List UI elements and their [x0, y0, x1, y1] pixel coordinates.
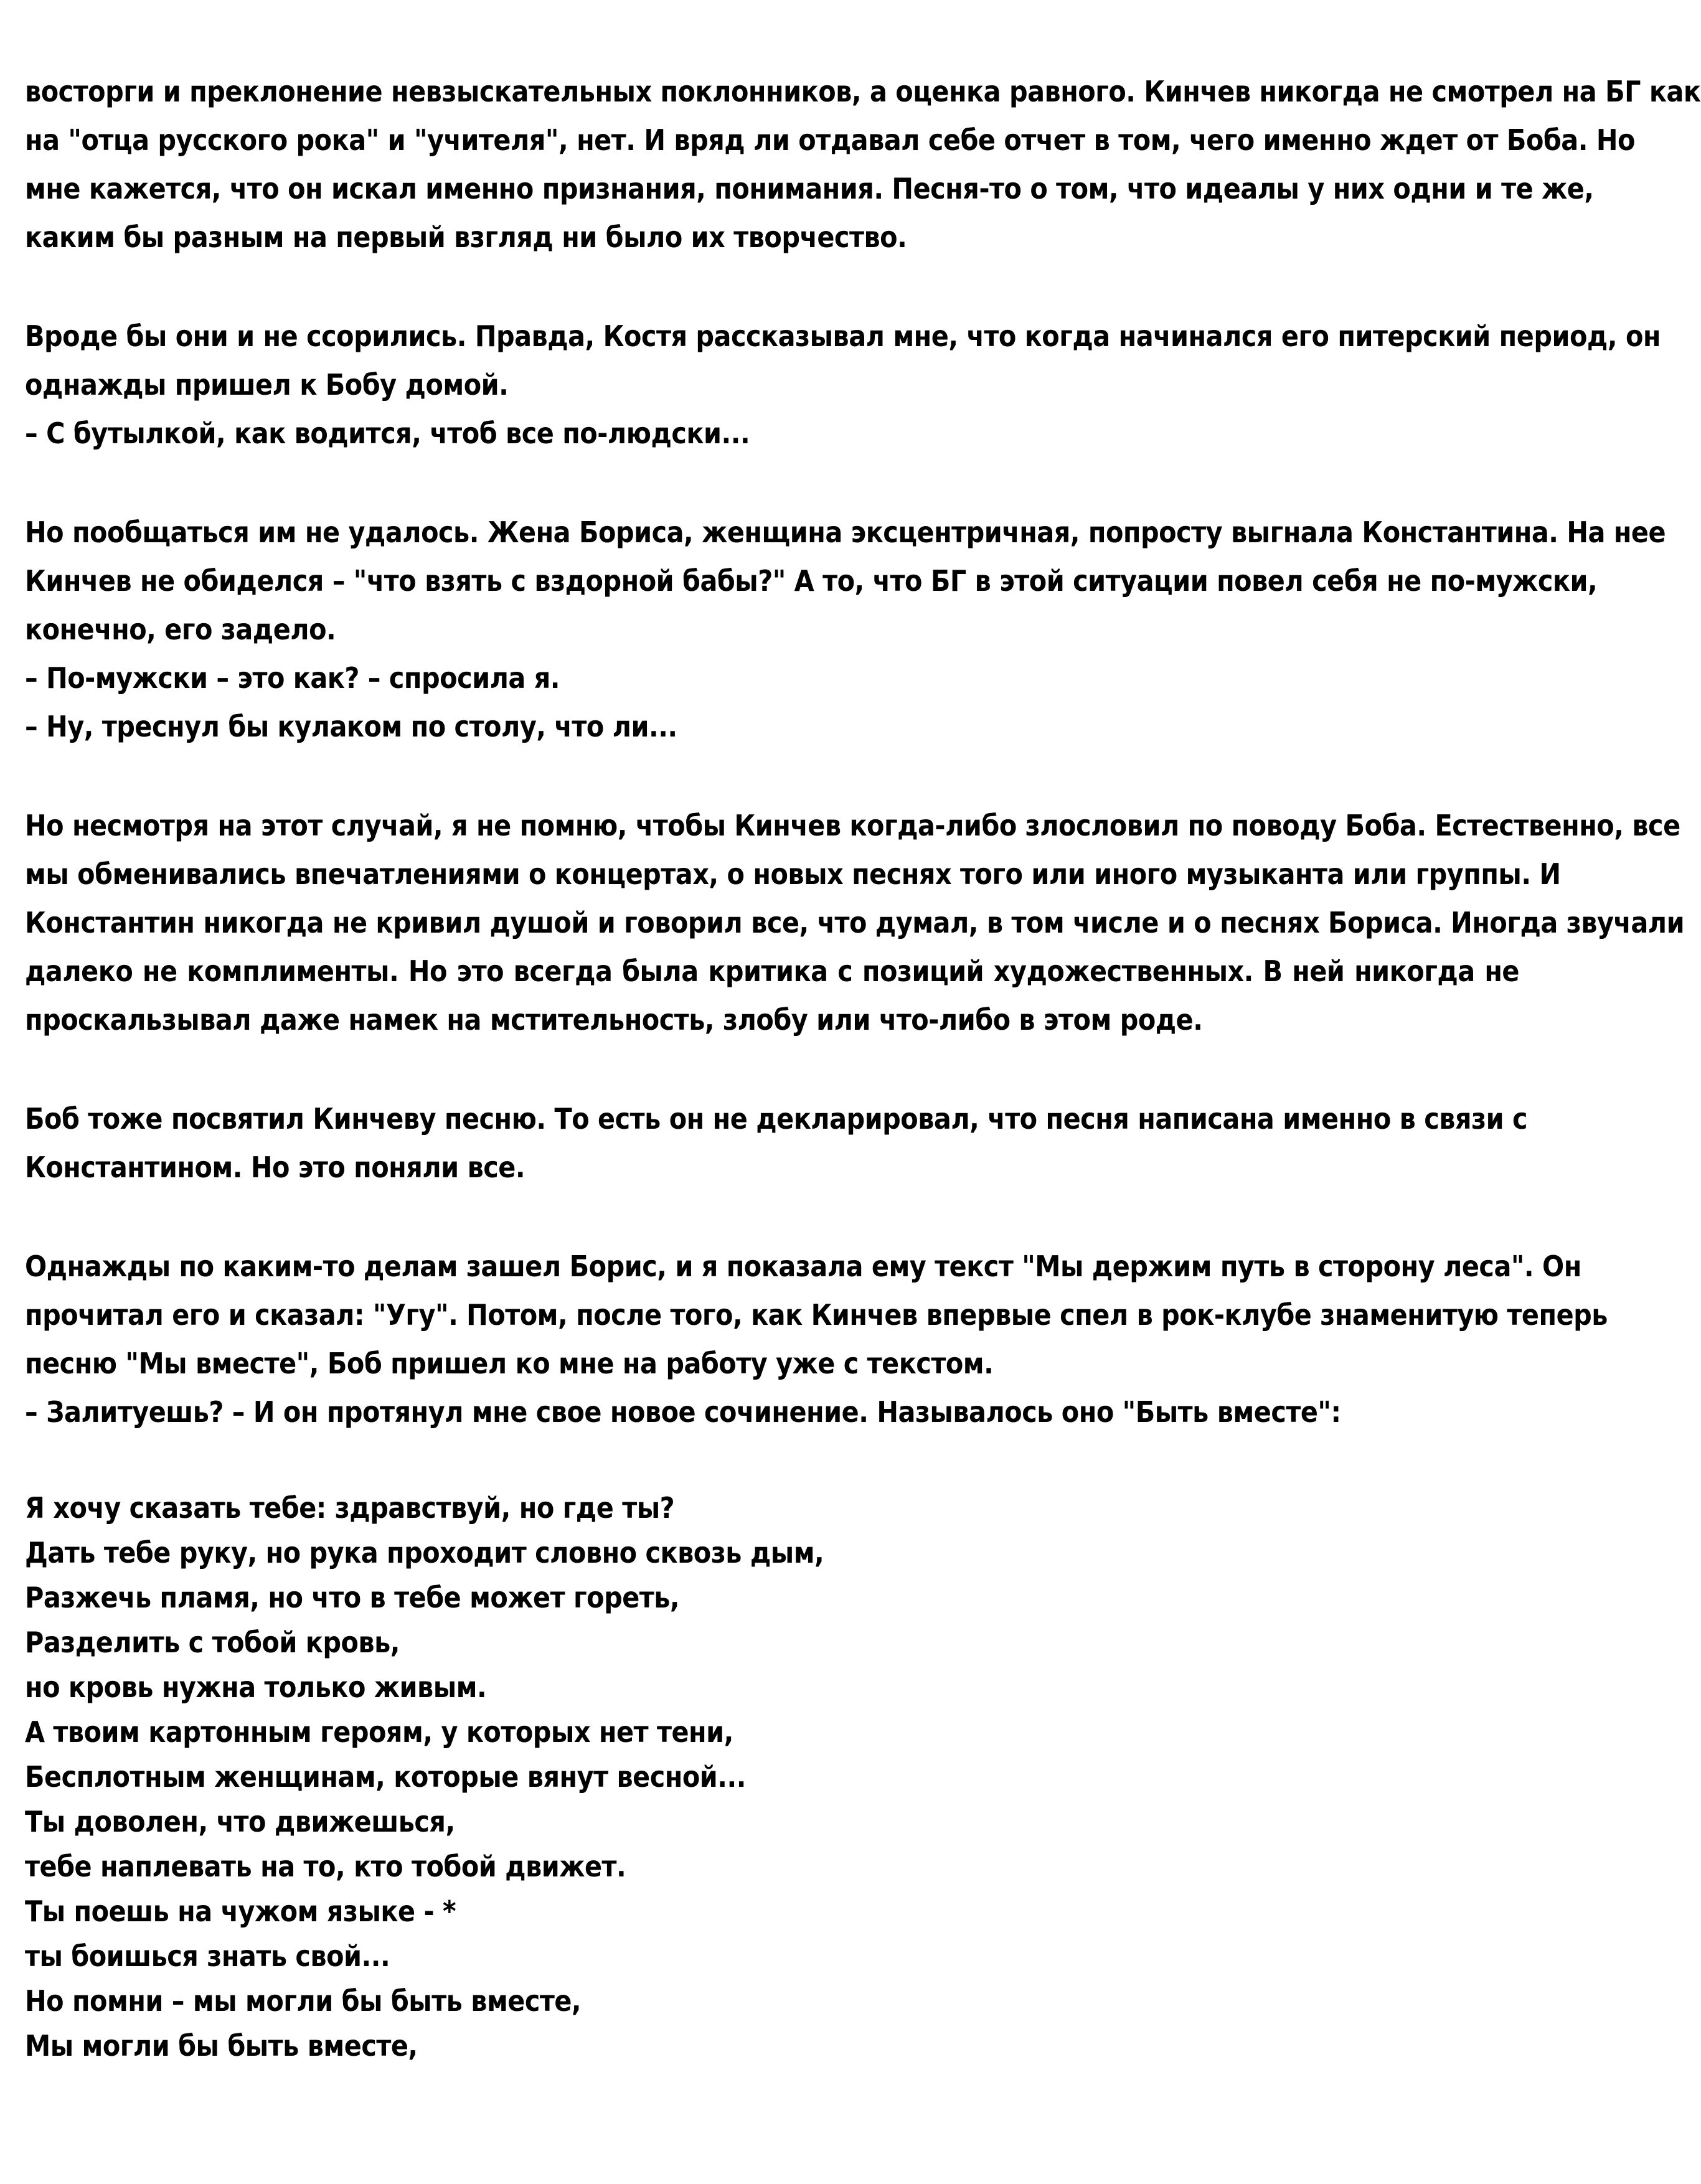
text-line: Но несмотря на этот случай, я не помню, чтобы Кинчев когда-либо злословил по поводу Боба. Естественно, все: [25, 809, 1680, 842]
poem-line: Ты поешь на чужом языке - *: [25, 1895, 456, 1928]
text-line: мы обменивались впечатлениями о концертах, о новых песнях того или иного музыканта или группы. И: [25, 857, 1561, 891]
dialogue-line: – С бутылкой, как водится, чтоб все по-людски...: [25, 417, 750, 450]
text-line: Константином. Но это поняли все.: [25, 1151, 525, 1184]
paragraph-6: [25, 1242, 1608, 1436]
text-line: конечно, его задело.: [25, 613, 336, 646]
poem-line: но кровь нужна только живым.: [25, 1670, 487, 1704]
dialogue-line: – Ну, треснул бы кулаком по столу, что ли...: [25, 710, 677, 743]
poem-line: Ты доволен, что движешься,: [25, 1805, 455, 1838]
paragraph-5: [25, 1094, 1527, 1192]
text-line: проскальзывал даже намек на мстительность, злобу или что-либо в этом роде.: [25, 1003, 1203, 1037]
dialogue-line: – По-мужски – это как? – спросила я.: [25, 661, 560, 695]
poem-line: Мы могли бы быть вместе,: [25, 2029, 418, 2063]
text-line: Боб тоже посвятил Кинчеву песню. То есть он не декларировал, что песня написана именно в связи с: [25, 1102, 1527, 1136]
text-line: Константин никогда не кривил душой и говорил все, что думал, в том числе и о песнях Бориса. Иногда звучали: [25, 906, 1685, 939]
text-line: Однажды по каким-то делам зашел Борис, и я показала ему текст "Мы держим путь в сторону леса". Он: [25, 1250, 1581, 1283]
poem-line: Бесплотным женщинам, которые вянут весной...: [25, 1760, 746, 1794]
dialogue-line: – Залитуешь? – И он протянул мне свое новое сочинение. Называлось оно "Быть вместе":: [25, 1395, 1341, 1429]
text-line: прочитал его и сказал: "Угу". Потом, после того, как Кинчев впервые спел в рок-клубе знаменитую теперь: [25, 1298, 1608, 1332]
text-line: восторги и преклонение невзыскательных поклонников, а оценка равного. Кинчев никогда не смотрел на БГ как: [25, 75, 1701, 108]
poem-line: Дать тебе руку, но рука проходит словно сквозь дым,: [25, 1536, 824, 1570]
body-text: [25, 67, 1701, 2068]
text-line: мне кажется, что он искал именно признания, понимания. Песня-то о том, что идеалы у них одни и те же,: [25, 172, 1594, 205]
text-line: Но пообщаться им не удалось. Жена Бориса, женщина эксцентричная, попросту выгнала Константина. На нее: [25, 515, 1666, 549]
text-line: Кинчев не обиделся – "что взять с вздорной бабы?" А то, что БГ в этой ситуации повел себя не по-мужски,: [25, 564, 1598, 598]
text-line: однажды пришел к Бобу домой.: [25, 368, 509, 402]
poem-line: тебе наплевать на то, кто тобой движет.: [25, 1850, 626, 1883]
text-line: Вроде бы они и не ссорились. Правда, Костя рассказывал мне, что когда начинался его питерский период, он: [25, 319, 1661, 353]
text-line: песню "Мы вместе", Боб пришел ко мне на работу уже с текстом.: [25, 1347, 994, 1380]
text-line: на "отца русского рока" и "учителя", нет. И вряд ли отдавал себе отчет в том, чего именно ждет от Боба. Но: [25, 123, 1635, 157]
poem-line: Я хочу сказать тебе: здравствуй, но где ты?: [25, 1491, 675, 1525]
paragraph-1: [25, 67, 1701, 261]
text-line: каким бы разным на первый взгляд ни было их творчество.: [25, 220, 907, 254]
poem-line: ты боишься знать свой...: [25, 1939, 390, 1973]
text-line: далеко не комплименты. Но это всегда была критика с позиций художественных. В ней никогда не: [25, 954, 1519, 988]
poem-line: А твоим картонным героям, у которых нет тени,: [25, 1715, 733, 1749]
poem-line: Разжечь пламя, но что в тебе может гореть,: [25, 1581, 680, 1614]
paragraph-3: [25, 508, 1666, 751]
poem-line: Но помни – мы могли бы быть вместе,: [25, 1984, 582, 2018]
paragraph-4: [25, 801, 1685, 1044]
poem-line: Разделить с тобой кровь,: [25, 1626, 400, 1659]
paragraph-2: [25, 312, 1661, 458]
song-lyrics: [25, 1485, 1519, 2068]
